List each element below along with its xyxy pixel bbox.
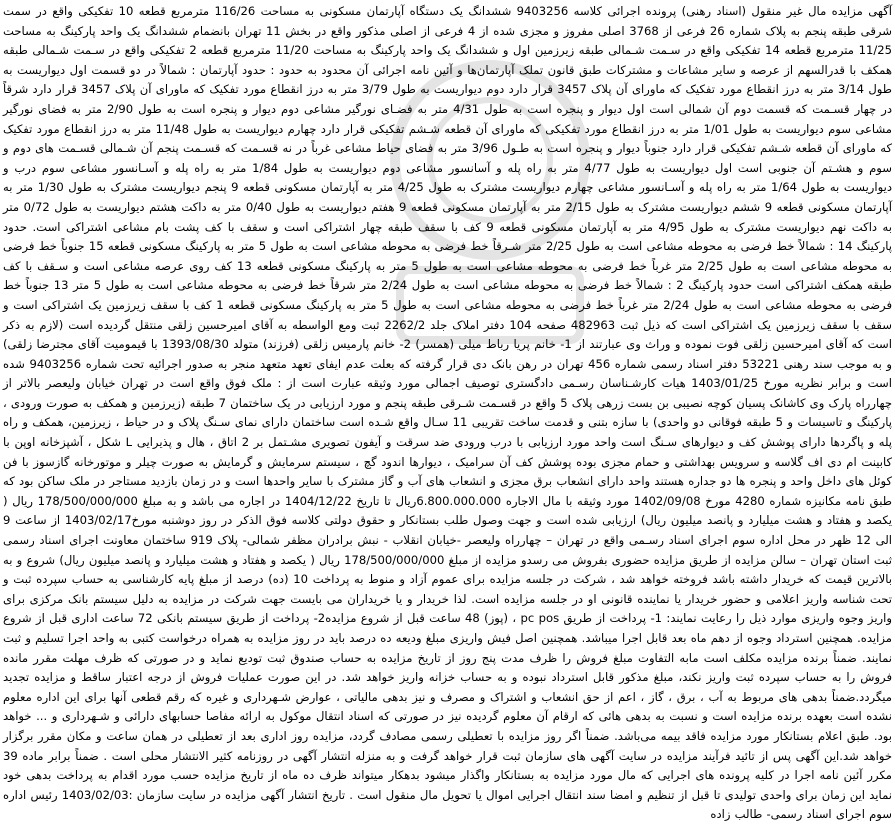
auction-notice-body: آگهی مزایده مال غیر منقول (اسناد رهنی) پرونده اجرائی کلاسه 9403256 ششدانگ یک دستگاه آپارتمان مسکونی به مساحت 116/26 مترمربع قطعه 10 تفکیکی واقع در سمت شرقی طبقه پنجم به پلاک شماره 26 فرعی از 3768 اصلی مفروز و مجزی شده از 4 فرعی از اصلی مذکور واقع در بخش 11 تهران بانضمام ششدانگ یک واحد پارکینگ به مساحت 11/25 مترمربع قطعه 14 تفکیکی واقع در سـمت شـمالی طبقه زیرزمین اول و ششدانگ یک واحد پارکینگ به مساحت 11/20 مترمربع قطعه 2 تفکیکی واقع در سـمت شـمالی طبقه همکف با قدرالسهم از عرصه و سایر مشاعات و مشترکات طبق قانون تملک آپارتمان‌ها و آئین نامه اجرائی آن محدود به حدود : حدود آپارتمان : شمالاً در دو قسمت اول دیواریست به طول 3/14 متر به درز انقطاع مورد تفکیک که ماورای آن پلاک 3457 قرار دارد دوم دیواریست به طول 3/79 متر به درز انقطاع مورد تفکیک که ماورای آن پلاک 3457 قرار دارد شرقاً در چهار قسـمت که قسمت دوم آن شمالی است اول دیوار و پنجره است به طول 4/31 متر به فضـای نورگیر مشاعی دوم دیوار و پنجره است به طول 2/90 متر به فضای نورگیر مشاعی سوم دیواریست به طول 1/01 متر به درز انقطاع مورد تفکیکی که ماورای آن قطعه شـشم تفکیکی قرار دارد چهارم دیواریست به طول 11/48 متر به درز انقطاع مورد تفکیک که ماورای آن قطعه شـشم تفکیکی قرار دارد جنوباً دیوار و پنجره است به طـول 3/96 متر به فضای حیاط مشاعی غرباً در نه قسـمت که قسـمت پنجم آن شـمالی قسـمت های دوم و سوم و هشـتم آن جنوبی است اول دیواریست به طول 4/77 متر به راه پله و آسانسور مشاعی دوم دیواریست به طول 1/84 متر به راه پله و آسـانسور مشاعی سوم درب و دیواریست به طول 1/64 متر به راه پله و آسـانسور مشاعی چهارم دیواریست مشترک به طول 4/25 متر به آپارتمان مسکونی قطعه 9 پنجم دیواریست مشترک به طول 1/30 متر به آپارتمان مسکونی قطعه 9 ششم دیواریست مشترک به طول 2/15 متر به آپارتمان مسکونی قطعه 9 هفتم دیواریست به طول 0/40 متر به داکت هشتم دیواریست به طول 0/72 متر به داکت نهم دیواریست مشترک به طول 4/95 متر به آپارتمان مسکونی قطعه 9 کف با سقف طبقه چهار اشتراکی است و سقف با کف پشت بام مشاعی اشتراکی است. حدود پارکینگ 14 : شمالاً خط فرضی به محوطه مشاعی است به طول 2/25 متر شـرقاً خط فرضی به محوطه مشاعی است به طول 5 متر به پارکینگ مسکونی قطعه 15 جنوباً خط فرضی به محوطه مشاعی است به طول 2/25 متر غرباً خط فرضی به محوطه مشاعی است به طول 5 متر به پارکینگ مسکونی قطعه 13 کف روی عرصه مشاعی است و سـقف با کف طبقه همکف اشتراکی است حدود پارکینگ 2 : شمالاً خط فرضی به محوطه مشاعی است به طول 2/24 متر شرقاً خط فرضی به محوطه مشاعی است به طول 5 متر 13 جنوباً خط فرضی به محوطه مشاعی است به طول 2/24 متر غرباً خط فرضی به محوطه مشاعی است به طول 5 متر به پارکینگ مسکونی قطعه 1 کف با سقف زیرزمین یک اشتراکی است و سقف با سقف زیرزمین یک اشتراکی است که ذیل ثبت 482963 صفحه 104 دفتر املاک جلد 2262/2 ثبت ومع الواسطه به آقای امیرحسین زلقی منتقل گردیده است (لازم به ذکر است که آقای امیرحسین زلقی فوت نموده و وراث وی عبارتند از 1- خانم پریا رباط میلی (همسر) 2- خانم پارمیس زلقی (فرزند) متولد 1393/08/30 با قیمومیت آقای مجترضا زلقی) و به موجب سند رهنی 53221 دفتر اسناد رسمی شماره 456 تهران در رهن بانک دی قرار گرفته که بعلت عدم ایفای تعهد متعهد منجر به صدور اجرائیه تحت شماره 9403256 شده است و برابر نظریه مورخ 1403/01/25 هیات کارشـناسان رسـمی دادگستری توصیف اجمالی مورد وثیقه عبارت است از : ملک فوق واقع است در تهران خیابان ولیعصر بالاتر از چهارراه پارک وی کاشانک پسیان کوچه نصیبی بن بست زرهی پلاک 5 واقع در قسـمت شـرقی طبقه پنجم و مورد ارزیابی در یک ساختمان 7 طبقه (زیرزمین و همکف به صورت ورودی ، پارکینگ و تاسیسات و 5 طبقه فوقانی دو واحدی) با سازه بتنی و قدمت ساخت تقریبی 11 سـال واقع شـده است ساختمان دارای نمای سـنگ پلاک و در حیاط ، زیرزمین، همکف و راه پله و پاگردها دارای پوشش کف و دیوارهای سـنگ است واحد مورد ارزیابی با درب ورودی ضد سرقت و آیفون تصویری مشـتمل بر 2 اتاق ، هال و پذیرایی L شکل ، آشپزخانه اوپن با کابینت ام دی اف گلاسه و سرویس بهداشتی و حمام مجزی بوده پوشش کف آن سرامیک ، دیوارها اندود گچ ، سیستم سرمایش و گرمایش به صورت چیلر و موتورخانه گازسوز با فن کوئل های داخل واحد و پنجره ها دو جداره هستند واحد دارای انشعاب برق مجزی و انشعاب های آب و گاز مشترک با سایر واحدها است و در زمان بازدید مستاجر در ملک ساکن بود که طبق نامه مکانیزه شماره 4280 مورخ 1402/09/08 مورد وثیقه با مال الاجاره 6.800.000.000ریال تا تاریخ 1404/12/22 در اجاره می باشد و به مبلغ 178/500/000/000 ریال ( یکصد و هفتاد و هشت میلیارد و پانصد میلیون ریال) ارزیابی شده است و جهت وصول طلب بستانکار و حقوق دولتی کلاسه فوق الذکر در روز دوشنبه مورخ1403/02/17 از ساعت 9 الی 12 ظهر در محل اداره سوم اجرای اسناد رسـمی واقع در تهران – چهارراه ولیعصر -خیابان انقلاب - نبش برادران مظفر شمالی- پلاک 919 ساختمان معاونت اجرای اسناد رسمی ثبت استان تهران – سالن مزایده از طریق مزایده حضوری بفروش می رسدو مزایده از مبلغ 178/500/000/000 ریال ( یکصد و هفتاد و هشت میلیارد و پانصد میلیون ریال) شروع و به بالاترین قیمت که خریدار داشته باشد فروخته خواهد شد ، شرکت در جلسه مزایده برای عموم آزاد و منوط به پرداخت 10 (ده) درصد از مبلغ پایه کارشناسی به حساب سپرده ثبت و تحت شناسه واریز اعلامی و حضور خریدار یا نماینده قانونی او در جلسه مزایده است. لذا خریدار و یا خریداران می بایست جهت شرکت در مزایده به دلیل سیستم بانک مرکزی برای واریز وجوه واریزی موارد ذیل را رعایت نمایند: 1- پرداخت از طریق pc pos ، (پوز) 48 ساعت قبل از شروع مزایده2- پرداخت از طریق سیستم بانکی 72 ساعت اداری قبل از شروع مزایده. همچنین استرداد وجوه از دهم ماه بعد قابل اجرا میباشد. همچنین اصل فیش واریزی مبلغ ودیعه ده درصد باید در روز مزایده به همراه درخواست کتبی به واحد اجرا تسلیم و ثبت نمایند. ضمناً برنده مزایده مکلف است مابه التفاوت مبلغ فروش را ظرف مدت پنج روز از تاریخ مزایده به حساب صندوق ثبت تودیع نماید و در صورتی که ظرف مهلت مقرر مانده فروش را به حساب سپرده ثبت واریز نکند، مبلغ مذکور قابل استرداد نبوده و به حساب خزانه واریز خواهد شد. در این صورت عملیات فروش از درجه اعتبار ساقط و مزایده تجدید میگردد.ضمناً بدهی های مربوط به آب ، برق ، گاز ، اعم از حق انشعاب و اشتراک و مصرف و نیز بدهی مالیاتی ، عوارض شـهرداری و غیره که رقم قطعی آنها برای این اداره معلوم نشده است بعهده برنده مزایده است و نسبت به بدهی هائی که ارقام آن معلوم گردیده نیز در صورتی که اسناد انتقال موکول به ارائه مفاصا حسابهای دارائی و شـهرداری و ... خواهد بود. طبق اعلام بستانکار مورد مزایده فاقد بیمه می‌باشد. ضمناً اگر روز مزایده با تعطیلی رسمی مصادف گردد، مزایده روز اداری بعد از تعطیلی در همان ساعت و مکان مقرر برگزار خواهد شد.این آگهی پس از تائید فرآیند مزایده در سایت آگهی های سازمان ثبت قرار خواهد گرفت و به منزله انتشار آگهی در روزنامه کثیر الانتشار محلی است . ضمناً برابر ماده 39 مکرر آئین نامه اجرا در کلیه پرونده های اجرایی که مال مورد مزایده به بستانکار واگذار میشود بدهکار میتواند ظرف ده ماه از تاریخ مزایده حسب مورد اقدام به پرداخت بدهی خود نماید این زمان برای واحدی تولیدی تا قبل از تنظیم و امضا سند انتقال اجرایی اموال یا تحویل مال منقول است . تاریخ انتشار آگهی مزایده در سایت سازمان :1403/02/03 رئیس اداره سوم اجرای اسناد رسمی- طالب زاده — [3, 4, 893, 822]
